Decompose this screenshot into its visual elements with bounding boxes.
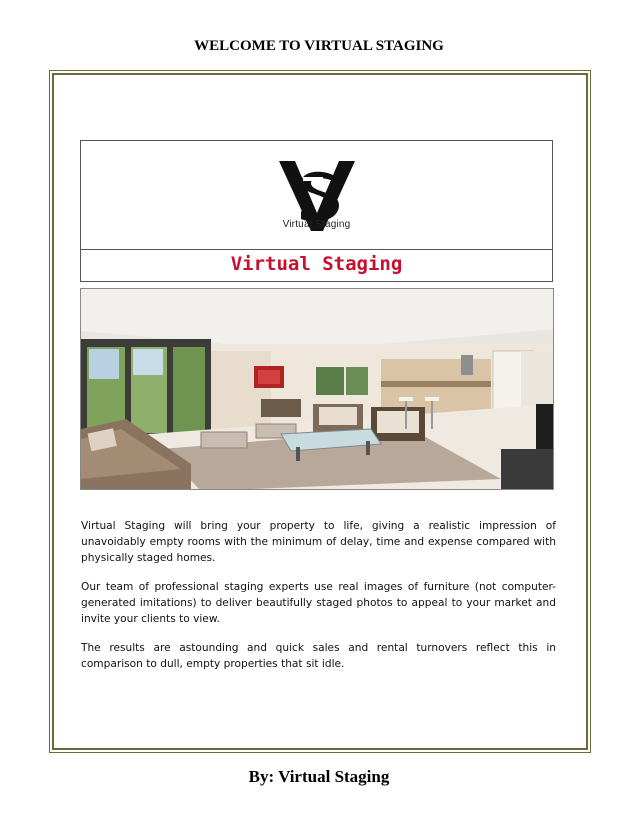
footer-byline: By: Virtual Staging xyxy=(248,767,390,786)
page-title: WELCOME TO VIRTUAL STAGING xyxy=(194,38,444,54)
body-paragraph-2: Our team of professional staging experts use real images of furniture (not computer-generated imitations) to deliver beautifully staged photos to appeal to your market and invite your clients to view. xyxy=(81,581,556,625)
body-paragraph-1: Virtual Staging will bring your property to life, giving a realistic impression of unavoidably empty rooms with the minimum of delay, time and expense compared with physically staged homes. xyxy=(81,520,556,564)
logo-divider xyxy=(81,249,552,250)
logo-panel xyxy=(80,140,553,282)
body-paragraph-3: The results are astounding and quick sales and rental turnovers reflect this in comparison to dull, empty properties that sit idle. xyxy=(81,642,556,670)
body-text xyxy=(81,518,556,685)
staged-room-photo xyxy=(80,288,554,490)
room-illustration xyxy=(81,289,554,490)
banner-heading: Virtual Staging xyxy=(230,253,403,275)
logo-caption: Virtual Staging xyxy=(282,219,351,230)
